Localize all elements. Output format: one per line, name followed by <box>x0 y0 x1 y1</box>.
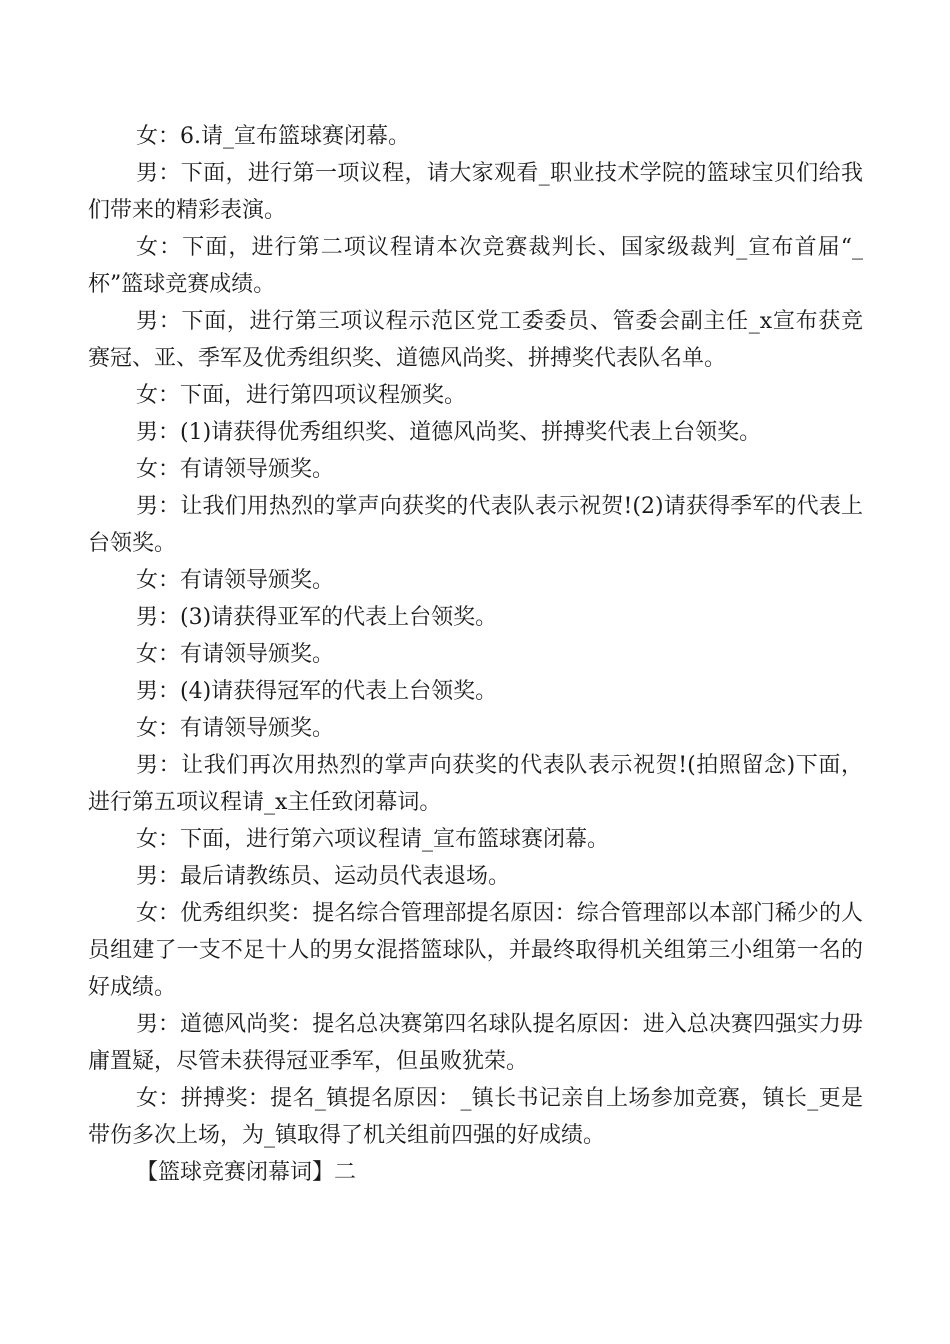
paragraph: 男：道德风尚奖：提名总决赛第四名球队提名原因：进入总决赛四强实力毋庸置疑，尽管未获得冠亚季军，但虽败犹荣。 <box>88 1012 863 1074</box>
paragraph: 女：下面，进行第四项议程颁奖。 <box>136 383 467 408</box>
paragraph: 女：下面，进行第二项议程请本次竞赛裁判长、国家级裁判_宣布首届“_杯”篮球竞赛成绩。 <box>88 235 863 297</box>
paragraph: 女：有请领导颁奖。 <box>136 716 335 741</box>
paragraph: 女：拼搏奖：提名_镇提名原因：_镇长书记亲自上场参加竞赛，镇长_更是带伤多次上场，为_镇取得了机关组前四强的好成绩。 <box>88 1086 863 1148</box>
paragraph: 男：(4)请获得冠军的代表上台领奖。 <box>136 679 498 704</box>
document-body <box>88 118 863 1191</box>
paragraph: 女：优秀组织奖：提名综合管理部提名原因：综合管理部以本部门稀少的人员组建了一支不足十人的男女混搭篮球队，并最终取得机关组第三小组第一名的好成绩。 <box>88 901 863 1000</box>
paragraph: 男：(3)请获得亚军的代表上台领奖。 <box>136 605 498 630</box>
paragraph: 男：下面，进行第一项议程，请大家观看_职业技术学院的篮球宝贝们给我们带来的精彩表演。 <box>88 161 863 223</box>
paragraph: 女：有请领导颁奖。 <box>136 457 335 482</box>
paragraph: 男：让我们再次用热烈的掌声向获奖的代表队表示祝贺!(拍照留念)下面，进行第五项议程请_x主任致闭幕词。 <box>88 753 863 815</box>
paragraph: 男：(1)请获得优秀组织奖、道德风尚奖、拼搏奖代表上台领奖。 <box>136 420 762 445</box>
paragraph: 男：最后请教练员、运动员代表退场。 <box>136 864 511 889</box>
section-heading: 【篮球竞赛闭幕词】二 <box>136 1160 357 1185</box>
paragraph: 男：下面，进行第三项议程示范区党工委委员、管委会副主任_x宣布获竞赛冠、亚、季军及优秀组织奖、道德风尚奖、拼搏奖代表队名单。 <box>88 309 863 371</box>
paragraph: 女：有请领导颁奖。 <box>136 568 335 593</box>
paragraph: 男：让我们用热烈的掌声向获奖的代表队表示祝贺!(2)请获得季军的代表上台领奖。 <box>88 494 863 556</box>
paragraph: 女：6.请_宣布篮球赛闭幕。 <box>136 124 410 149</box>
paragraph: 女：有请领导颁奖。 <box>136 642 335 667</box>
paragraph: 女：下面，进行第六项议程请_宣布篮球赛闭幕。 <box>136 827 610 852</box>
